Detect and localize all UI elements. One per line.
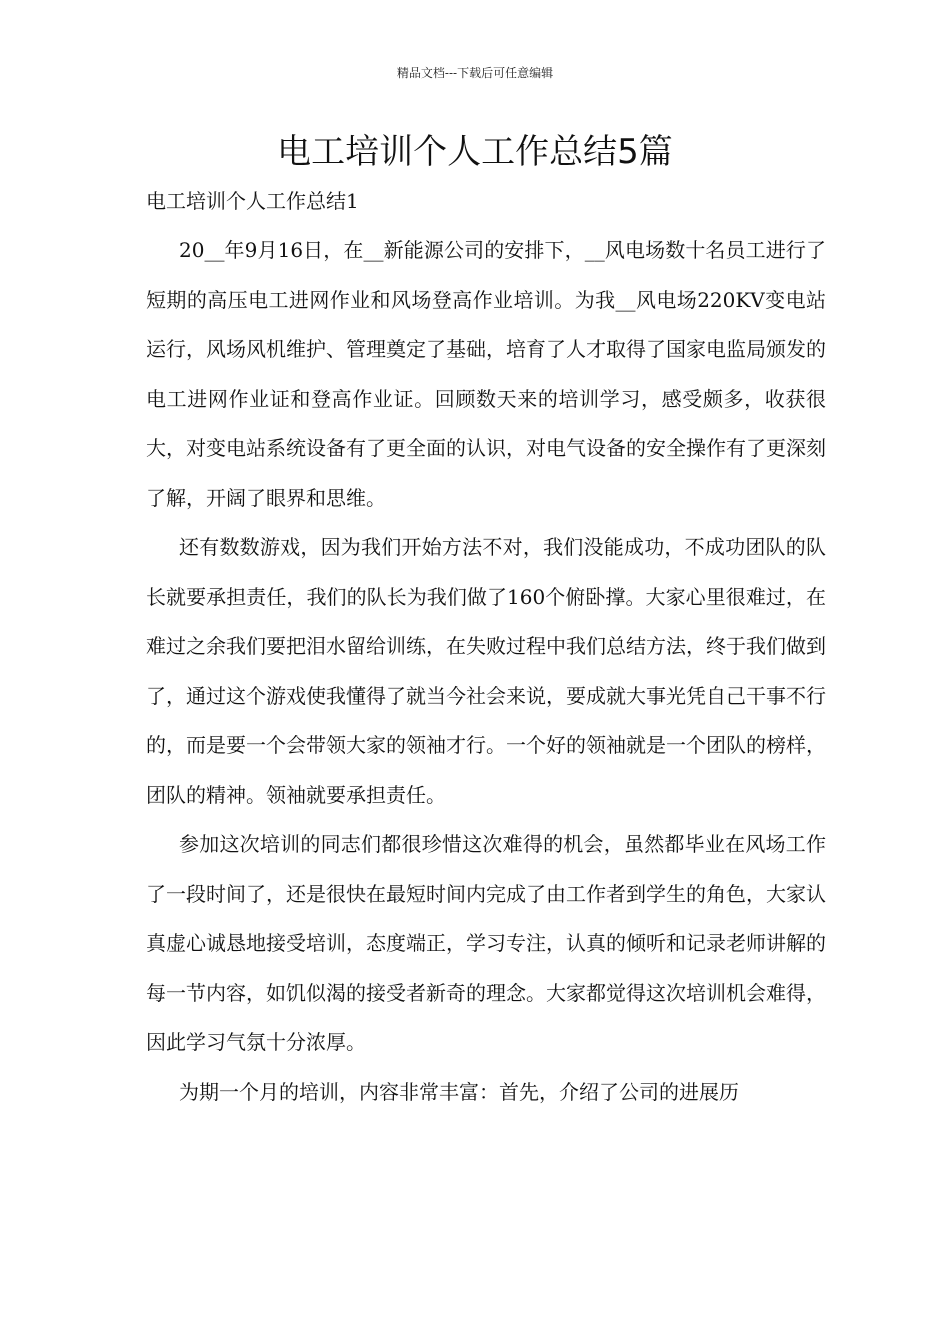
section-heading: 电工培训个人工作总结1 — [146, 189, 359, 213]
document-body — [146, 226, 826, 1117]
paragraph: 参加这次培训的同志们都很珍惜这次难得的机会，虽然都毕业在风场工作了一段时间了，还是很快在最短时间内完成了由工作者到学生的角色，大家认真虚心诚恳地接受培训，态度端正，学习专注，认真的倾听和记录老师讲解的每一节内容，如饥似渴的接受者新奇的理念。大家都觉得这次培训机会难得，因此学习气氛十分浓厚。 — [146, 832, 826, 1054]
paragraph: 20__年9月16日，在__新能源公司的安排下，__风电场数十名员工进行了短期的高压电工进网作业和风场登高作业培训。为我__风电场220KV变电站运行，风场风机维护、管理奠定了基础，培育了人才取得了国家电监局颁发的电工进网作业证和登高作业证。回顾数天来的培训学习，感受颇多，收获很大，对变电站系统设备有了更全面的认识，对电气设备的安全操作有了更深刻了解，开阔了眼界和思维。 — [146, 238, 826, 510]
header-note: 精品文档---下载后可任意编辑 — [396, 66, 554, 80]
paragraph: 还有数数游戏，因为我们开始方法不对，我们没能成功，不成功团队的队长就要承担责任，我们的队长为我们做了160个俯卧撑。大家心里很难过，在难过之余我们要把泪水留给训练，在失败过程中我们总结方法，终于我们做到了，通过这个游戏使我懂得了就当今社会来说，要成就大事光凭自己干事不行的，而是要一个会带领大家的领袖才行。一个好的领袖就是一个团队的榜样，团队的精神。领袖就要承担责任。 — [146, 535, 826, 807]
paragraph: 为期一个月的培训，内容非常丰富：首先，介绍了公司的进展历 — [179, 1079, 739, 1104]
document-title: 电工培训个人工作总结5篇 — [277, 132, 673, 172]
